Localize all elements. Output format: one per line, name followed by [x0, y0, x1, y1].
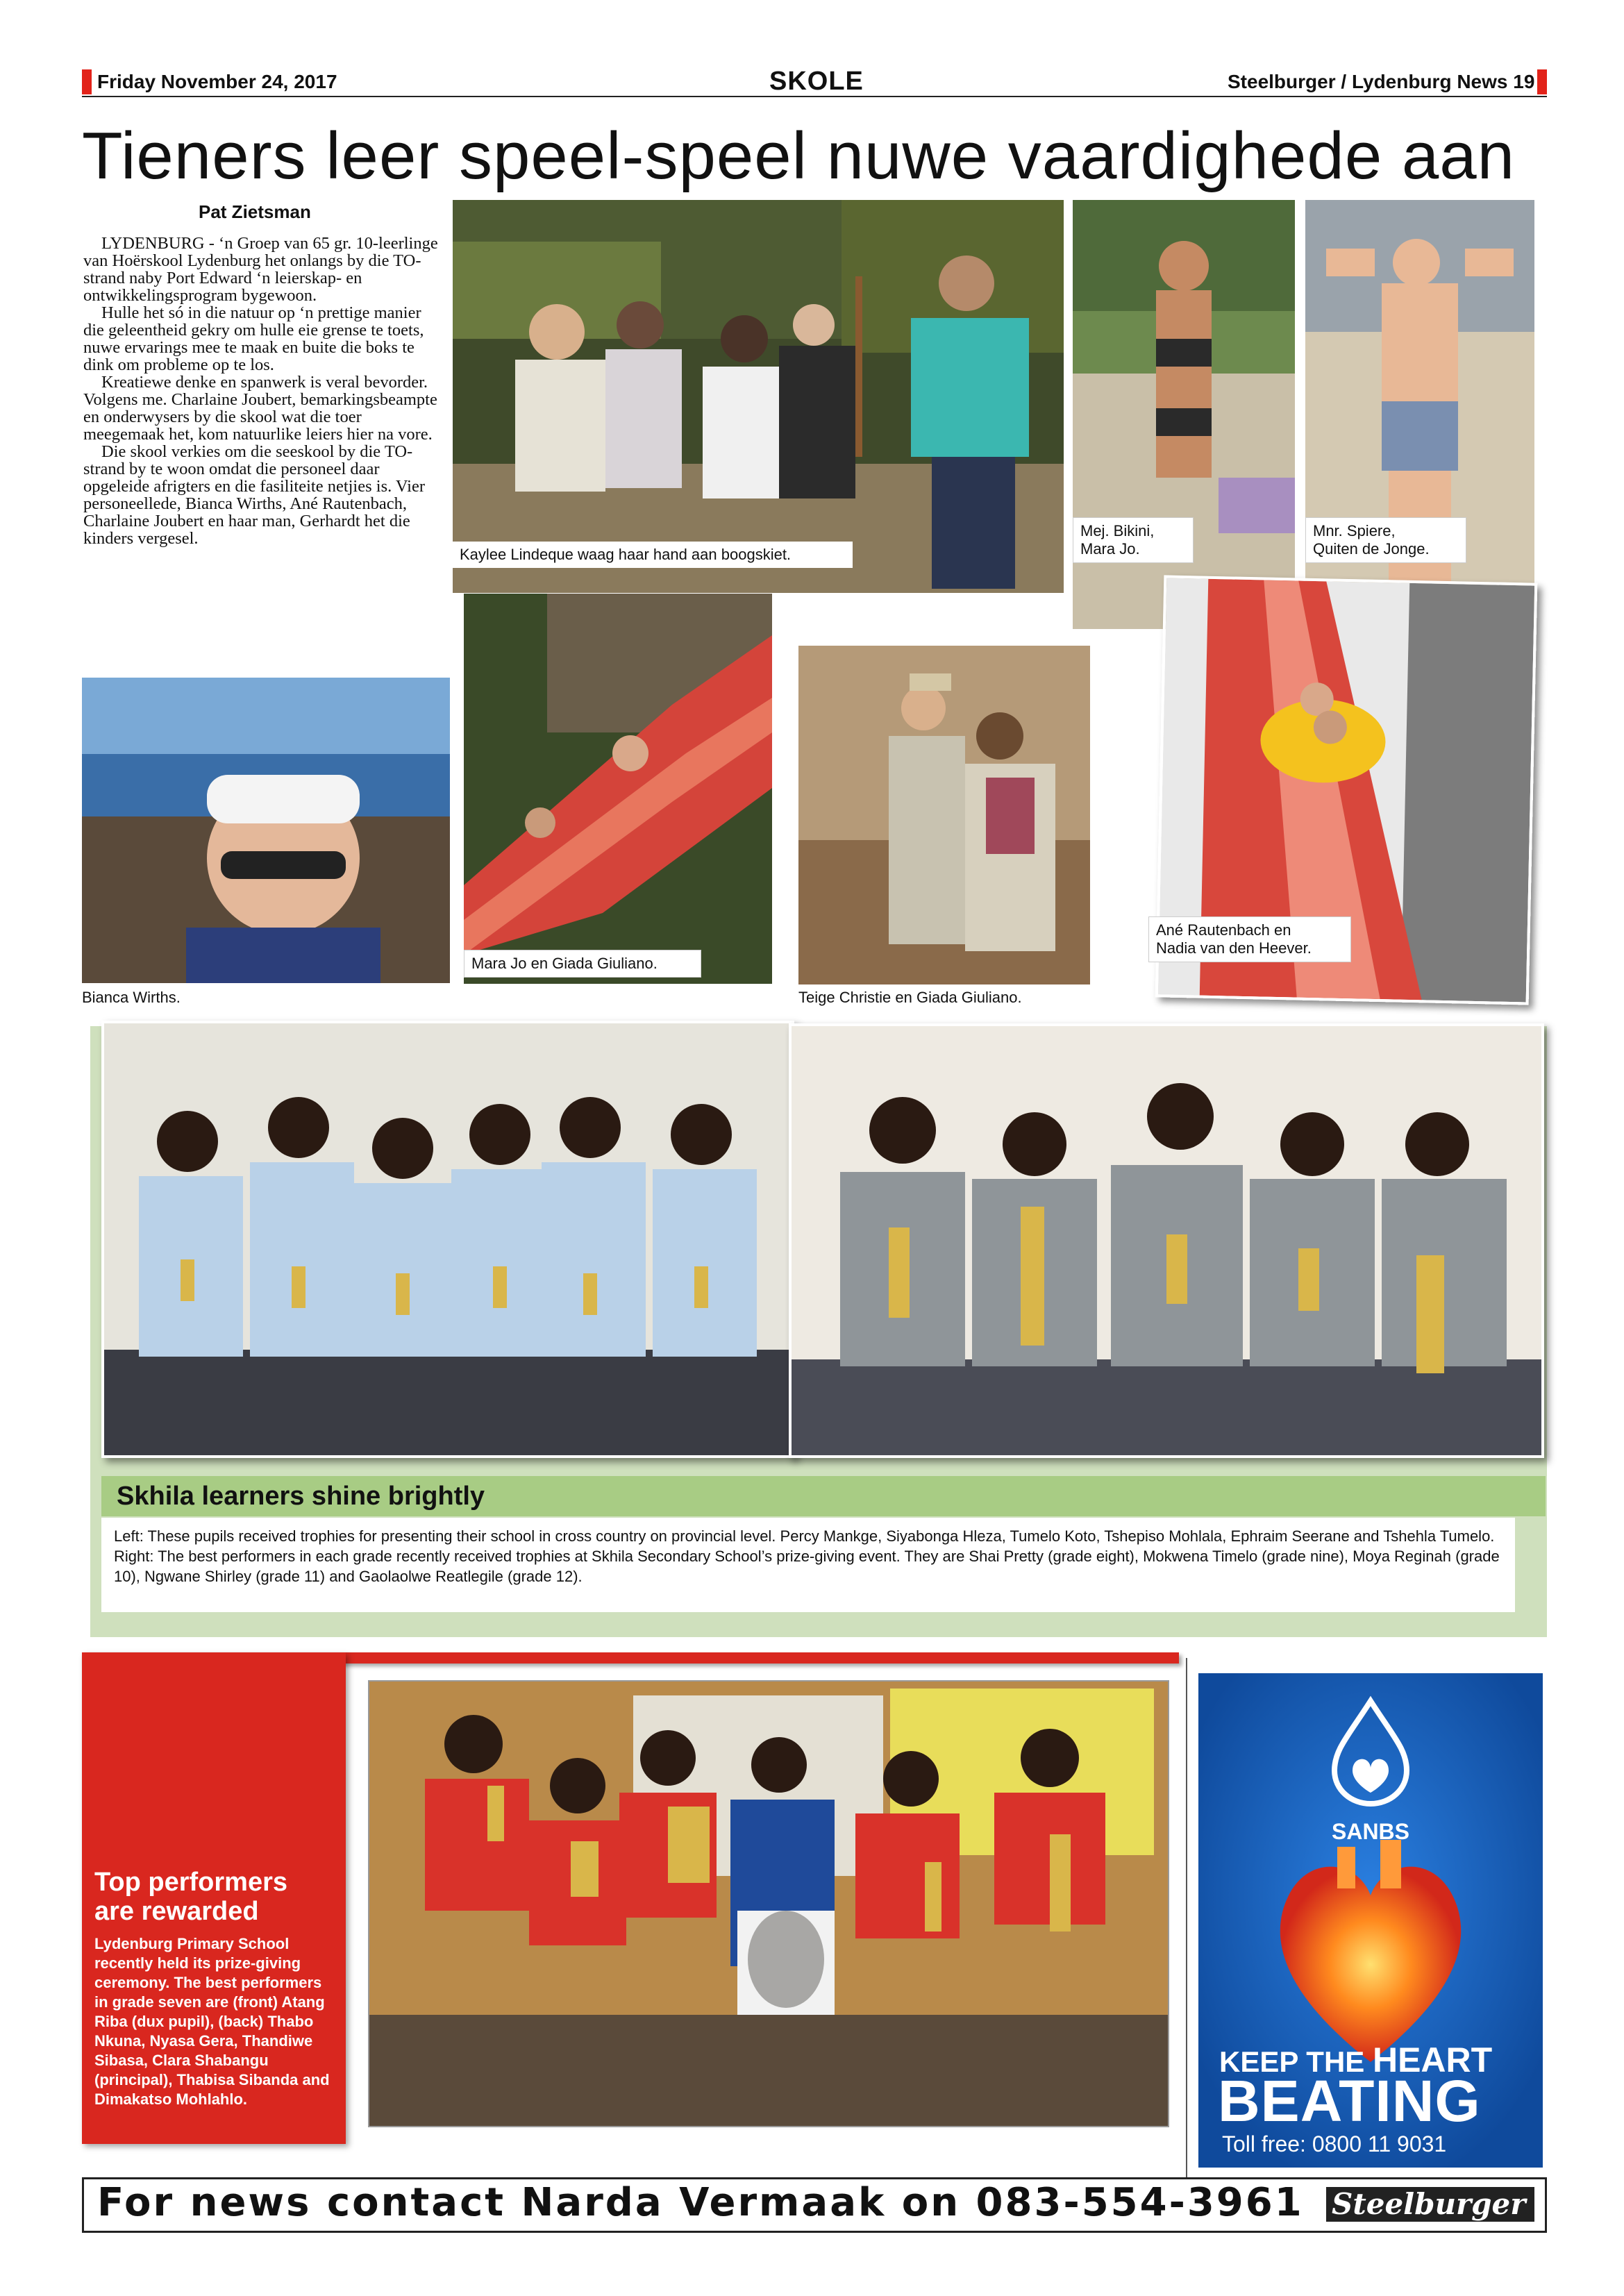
spiere-caption-line: Mnr. Spiere, — [1313, 522, 1396, 539]
bikini-caption-line: Mara Jo. — [1080, 540, 1140, 558]
footer-contact: For news contact Narda Vermaak on 083-554-3961 — [97, 2180, 1304, 2225]
spiere-caption-line: Quiten de Jonge. — [1313, 540, 1430, 558]
primary-photo — [368, 1680, 1169, 2127]
sanbs-ad — [1198, 1673, 1543, 2168]
skhila-body: Left: These pupils received trophies for presenting their school in cross country on provincial level. Percy Mankge, Siyabonga Hleza, Tumelo Koto, Tshepiso Mohlala, Ephraim Seerane and Tshehla Tumelo. Right: The best performers in each grade recently received trophies at Skhila Secondary School’s prize-giving event. They are Shai Pretty (grade eight), Mokwena Timelo (grade nine), Moya Reginah (grade 10), Ngwane Shirley (grade 11) and Gaolaolwe Reatlegile (grade 12). — [101, 1518, 1515, 1612]
header-rule — [82, 96, 1547, 97]
headline: Tieners leer speel-speel nuwe vaardighede aan — [82, 119, 1516, 193]
slide2-caption-line: Nadia van den Heever. — [1156, 939, 1312, 957]
archery-caption: Kaylee Lindeque waag haar hand aan boogskiet. — [453, 542, 853, 568]
slide2-caption — [1148, 916, 1351, 962]
costume-photo — [798, 646, 1090, 984]
ad-divider — [1186, 1658, 1187, 2177]
costume-caption: Teige Christie en Giada Giuliano. — [798, 989, 1022, 1006]
archery-photo — [453, 200, 1064, 593]
sanbs-brand: SANBS — [1331, 1819, 1409, 1844]
article-body — [83, 235, 446, 547]
byline: Pat Zietsman — [199, 201, 311, 222]
bikini-caption — [1073, 517, 1194, 563]
article-paragraph: Die skool verkies om die seeskool by die TO-strand by te woon omdat die personeel daar opgeleide afrigters en die fasiliteite netjies is. Vier personeellede, Bianca Wirths, Ané Rautenbach, Charlaine Joubert en haar man, Gerhardt het die kinders vergesel. — [83, 442, 425, 548]
bianca-photo — [82, 678, 450, 983]
skhila-prize-giving-photo — [789, 1023, 1544, 1458]
header-accent-left — [82, 69, 92, 94]
primary-title-line: are rewarded — [94, 1897, 259, 1926]
header-accent-right — [1537, 69, 1547, 94]
bikini-photo — [1073, 200, 1295, 629]
bianca-caption: Bianca Wirths. — [82, 989, 181, 1006]
section-name: SKOLE — [769, 67, 864, 96]
slide1-photo — [464, 594, 772, 984]
primary-title — [94, 1868, 330, 1926]
spiere-caption — [1305, 517, 1466, 563]
ad-line1b: HEART — [1372, 2041, 1493, 2079]
bikini-caption-line: Mej. Bikini, — [1080, 522, 1155, 539]
issue-date: Friday November 24, 2017 — [97, 71, 337, 92]
ad-headline-2: BEATING — [1218, 2068, 1481, 2134]
skhila-title: Skhila learners shine brightly — [101, 1476, 1546, 1516]
paper-name-page: Steelburger / Lydenburg News 19 — [1228, 71, 1535, 92]
primary-body: Lydenburg Primary School recently held its prize-giving ceremony. The best performers in grade seven are (front) Atang Riba (dux pupil), (back) Thabo Nkuna, Nyasa Gera, Thandiwe Sibasa, Clara Shabangu (principal), Thabisa Sibanda and Dimakatso Mohlahlo. — [94, 1935, 330, 2108]
slide1-caption: Mara Jo en Giada Giuliano. — [464, 950, 701, 978]
article-paragraph: LYDENBURG - ‘n Groep van 65 gr. 10-leerlinge van Hoërskool Lydenburg het onlangs by die TO-strand naby Port Edward ‘n leierskap- en ontwikkelingsprogram bygewoon. — [83, 234, 438, 305]
skhila-cross-country-photo — [101, 1021, 794, 1458]
spiere-photo — [1305, 200, 1534, 629]
steelburger-logo: Steelburger — [1332, 2187, 1526, 2221]
primary-title-line: Top performers — [94, 1868, 288, 1897]
article-paragraph: Kreatiewe denke en spanwerk is veral bevorder. Volgens me. Charlaine Joubert, bemarkingsbeampte en onderwysers by die skool wat die toer meegemaak het, kom natuurlike leiers hier na vore. — [83, 373, 437, 444]
ad-tollfree: Toll free: 0800 11 9031 — [1222, 2131, 1447, 2156]
ad-line1a: KEEP THE — [1219, 2045, 1365, 2078]
article-paragraph: Hulle het só in die natuur op ‘n prettige manier die geleentheid gekry om hulle eie grense te toets, nuwe ervarings mee te maak en buite die boks te dink om probleme op te los. — [83, 303, 424, 374]
slide2-caption-line: Ané Rautenbach en — [1156, 921, 1291, 939]
